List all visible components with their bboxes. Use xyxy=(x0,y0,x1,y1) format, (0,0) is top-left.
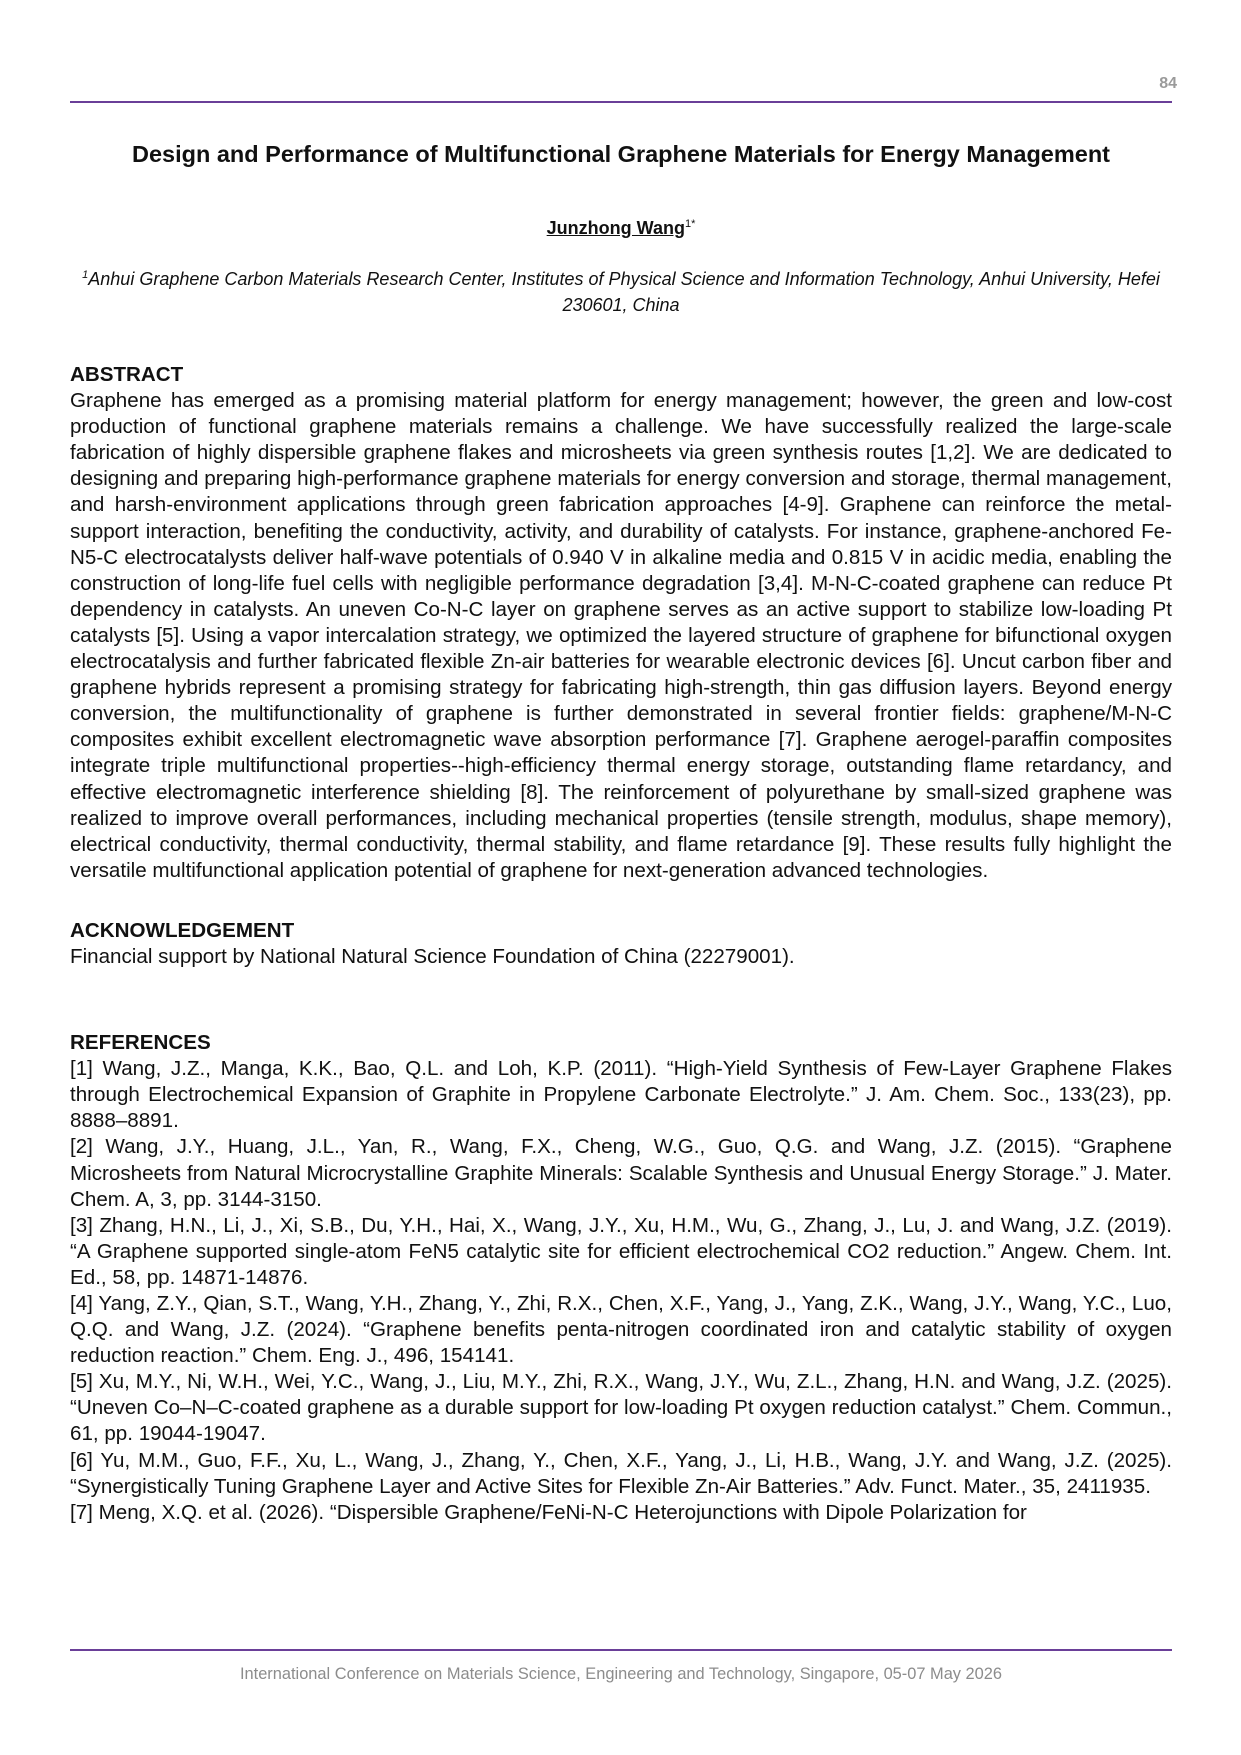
reference-item: [6] Yu, M.M., Guo, F.F., Xu, L., Wang, J., Zhang, Y., Chen, X.F., Yang, J., Li, H.B., Wang, J.Y. and Wang, J.Z. (2025). “Synergistically Tuning Graphene Layer and Active Sites for Flexible Zn-Air Batteries.” Adv. Funct. Mater., 35, 2411935. xyxy=(70,1448,1172,1498)
author-name: Junzhong Wang xyxy=(546,218,685,238)
reference-list xyxy=(70,1056,1172,1526)
reference-item: [5] Xu, M.Y., Ni, W.H., Wei, Y.C., Wang, J., Liu, M.Y., Zhi, R.X., Wang, J.Y., Wu, Z.L., Zhang, H.N. and Wang, J.Z. (2025). “Uneven Co–N–C-coated graphene as a durable support for low-loading Pt oxygen reduction catalyst.” Chem. Commun., 61, pp. 19044-19047. xyxy=(70,1370,1172,1446)
affiliation-marker: 1 xyxy=(82,269,89,281)
abstract-body: Graphene has emerged as a promising material platform for energy management; however, the green and low-cost production of functional graphene materials remains a challenge. We have successfully realized the large-scale fabrication of highly dispersible graphene flakes and microsheets via green synthesis routes [1,2]. We are dedicated to designing and preparing high-performance graphene materials for energy conversion and storage, thermal management, and harsh-environment applications through green fabrication approaches [4-9]. Graphene can reinforce the metal-support interaction, benefiting the conductivity, activity, and durability of catalysts. For instance, graphene-anchored Fe-N5-C electrocatalysts deliver half-wave potentials of 0.940 V in alkaline media and 0.815 V in acidic media, enabling the construction of long-life fuel cells with negligible performance degradation [3,4]. M-N-C-coated graphene can reduce Pt dependency in catalysts. An uneven Co-N-C layer on graphene serves as an active support to stabilize low-loading Pt catalysts [5]. Using a vapor intercalation strategy, we optimized the layered structure of graphene for bifunctional oxygen electrocatalysis and further fabricated flexible Zn-air batteries for wearable electronic devices [6]. Uncut carbon fiber and graphene hybrids represent a promising strategy for fabricating high-strength, thin gas diffusion layers. Beyond energy conversion, the multifunctionality of graphene is further demonstrated in several frontier fields: graphene/M-N-C composites exhibit excellent electromagnetic wave absorption performance [7]. Graphene aerogel-paraffin composites integrate triple multifunctional properties--high-efficiency thermal energy storage, outstanding flame retardancy, and effective electromagnetic interference shielding [8]. The reinforcement of polyurethane by small-sized graphene was realized to improve overall performances, including mechanical properties (tensile strength, modulus, shape memory), electrical conductivity, thermal conductivity, thermal stability, and flame retardance [9]. These results fully highlight the versatile multifunctional application potential of graphene for next-generation advanced technologies. xyxy=(70,389,1172,882)
main-content xyxy=(70,362,1172,1526)
section-spacer xyxy=(70,970,1172,1030)
section-spacer xyxy=(70,884,1172,918)
reference-item: [2] Wang, J.Y., Huang, J.L., Yan, R., Wang, F.X., Cheng, W.G., Guo, Q.G. and Wang, J.Z. (2015). “Graphene Microsheets from Natural Microcrystalline Graphite Minerals: Scalable Synthesis and Unusual Energy Storage.” J. Mater. Chem. A, 3, pp. 3144-3150. xyxy=(70,1135,1172,1211)
affiliation-text: Anhui Graphene Carbon Materials Research Center, Institutes of Physical Science and Information Technology, Anhui University, Hefei 230601, China xyxy=(88,269,1160,315)
paper-title: Design and Performance of Multifunctional Graphene Materials for Energy Management xyxy=(131,141,1111,167)
author-marks: 1* xyxy=(684,218,696,230)
reference-item: [7] Meng, X.Q. et al. (2026). “Dispersible Graphene/FeNi-N-C Heterojunctions with Dipole Polarization for xyxy=(70,1500,1027,1524)
footer-rule xyxy=(70,1649,1172,1651)
acknowledgement-body: Financial support by National Natural Science Foundation of China (22279001). xyxy=(70,944,795,968)
conference-footer: International Conference on Materials Science, Engineering and Technology, Singapore, 05-07 May 2026 xyxy=(239,1665,1003,1683)
affiliation xyxy=(70,266,1172,318)
author-line xyxy=(70,218,1172,239)
references-heading: REFERENCES xyxy=(70,1031,211,1055)
acknowledgement-heading: ACKNOWLEDGEMENT xyxy=(70,918,295,942)
page-number: 84 xyxy=(1159,75,1177,92)
reference-item: [1] Wang, J.Z., Manga, K.K., Bao, Q.L. and Loh, K.P. (2011). “High-Yield Synthesis of Few-Layer Graphene Flakes through Electrochemical Expansion of Graphite in Propylene Carbonate Electrolyte.” J. Am. Chem. Soc., 133(23), pp. 8888–8891. xyxy=(70,1057,1172,1133)
reference-item: [3] Zhang, H.N., Li, J., Xi, S.B., Du, Y.H., Hai, X., Wang, J.Y., Xu, H.M., Wu, G., Zhang, J., Lu, J. and Wang, J.Z. (2019). “A Graphene supported single-atom FeN5 catalytic site for efficient electrochemical CO2 reduction.” Angew. Chem. Int. Ed., 58, pp. 14871-14876. xyxy=(70,1213,1172,1289)
reference-item: [4] Yang, Z.Y., Qian, S.T., Wang, Y.H., Zhang, Y., Zhi, R.X., Chen, X.F., Yang, J., Yang, Z.K., Wang, J.Y., Wang, Y.C., Luo, Q.Q. and Wang, J.Z. (2024). “Graphene benefits penta-nitrogen coordinated iron and catalytic stability of oxygen reduction reaction.” Chem. Eng. J., 496, 154141. xyxy=(70,1292,1172,1368)
header-rule xyxy=(70,101,1172,103)
abstract-heading: ABSTRACT xyxy=(70,363,184,386)
